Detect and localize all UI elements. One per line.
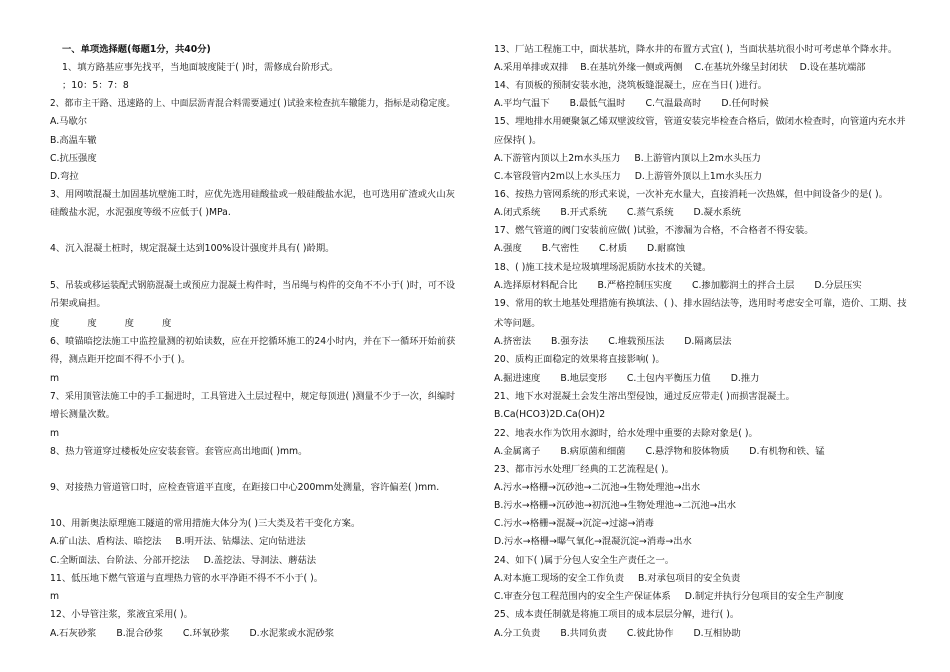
question-12: 12、小导管注浆，浆液宜采用( )。 [50,609,193,620]
option-d: D.任何时候 [721,98,769,109]
option-b: B.共同负责 [560,628,607,639]
option-b: B.对承包项目的安全负责 [638,573,741,584]
question-2-option-c: C.抗压强度 [50,153,97,164]
question-13-options [494,62,886,74]
option-a: A.分工负责 [494,628,541,639]
option-c: C.蒸气系统 [626,207,674,218]
option-b: B.强夯法 [551,336,589,347]
question-15-options-cd [494,171,782,183]
option-4: 度 [161,318,172,329]
question-6-unit: m [50,373,60,384]
option-b: B.上游管内顶以上2m水头压力 [634,153,761,164]
question-10-options-ab [50,536,326,548]
question-6-line-2: 得，测点距开挖面不得不小于( )。 [50,354,191,365]
option-b: B.在基坑外缘一侧或两侧 [580,62,683,73]
option-d: D.分层压实 [814,280,862,291]
question-6-line-1: 6、喷锚暗挖法施工中监控量测的初始读数，应在开挖循环施工的24小时内，并在下一循环开始前获 [50,336,456,347]
option-c: C.审查分包工程范围内的安全生产保证体系 [494,591,671,602]
question-18: 18、( )施工技术是垃圾填埋场泥质防水技术的关键。 [494,262,712,273]
question-23-option-a: A.污水→格栅→沉砂池→二沉池→生物处理池→出水 [494,482,701,493]
question-2-option-a: A.马歇尔 [50,116,88,127]
question-23-option-b: B.污水→格栅→沉砂池→初沉池→生物处理池→二沉池→出水 [494,500,737,511]
question-23-option-d: D.污水→格栅→曝气氧化→混凝沉淀→消毒→出水 [494,536,692,547]
option-b: B.气密性 [541,243,579,254]
option-d: D.上游管外顶以上1m水头压力 [634,171,763,182]
option-b: B.严格控制压实度 [597,280,672,291]
option-a: A.强度 [494,243,522,254]
question-15-line-1: 15、埋地排水用硬聚氯乙烯双壁波纹管，管道安装完毕检查合格后，做闭水检查时，向管道内充水并 [494,116,906,127]
question-21-options: B.Ca(HCO3)2D.Ca(OH)2 [494,409,606,420]
question-24: 24、如下( )属于分包人安全生产责任之一。 [494,555,675,566]
option-3: 度 [124,318,134,329]
option-c: C.本管段管内2m以上水头压力 [494,171,621,182]
question-21: 21、地下水对混凝土会发生溶出型侵蚀，通过反应带走( )而损害混凝土。 [494,391,795,402]
option-a: A.选择原材料配合比 [494,280,578,291]
question-5-options [50,318,191,330]
option-d: D.水泥浆或水泥砂浆 [249,628,335,639]
question-23-option-c: C.污水→格栅→混凝→沉淀→过滤→消毒 [494,518,654,529]
question-25: 25、成本责任制就是将施工项目的成本层层分解，进行( )。 [494,609,740,620]
question-23: 23、都市污水处理厂经典的工艺流程是( )。 [494,464,675,475]
option-2: 度 [87,318,97,329]
question-8: 8、热力管道穿过楼板处应安装套管。套管应高出地面( )mm。 [50,446,308,457]
question-19-line-1: 19、常用的软土地基处理措施有换填法、( )、排水固结法等，选用时考虑安全可靠，造价、工期、技 [494,298,907,309]
question-20-options [494,373,779,385]
question-12-options [50,628,354,640]
question-15-options-ab [494,153,781,165]
option-a: A.平均气温下 [494,98,550,109]
option-b: B.混合砂浆 [116,628,163,639]
question-13: 13、厂站工程施工中，面状基坑，降水井的布置方式宜( )，当面状基坑很小时可考虑单个降水井。 [494,44,898,55]
question-14: 14、有顶板的预制安装水池，浇筑板缝混凝土，应在当日( )进行。 [494,80,768,91]
option-a: A.掘进速度 [494,373,541,384]
question-24-options-cd [494,591,864,603]
option-a: A.挤密法 [494,336,532,347]
option-d: D.推力 [730,373,760,384]
option-d: D.凝水系统 [693,207,741,218]
question-22-options [494,446,845,458]
question-16: 16、按热力管网系统的形式来说，一次补充水量大，直接消耗一次热媒，但中间设备少的是( )。 [494,189,888,200]
question-11: 11、低压地下燃气管道与直埋热力管的水平净距不得不不小于( )。 [50,573,324,584]
question-9: 9、对接热力管道管口时，应检查管道平直度，在距接口中心200mm处测量，容许偏差( )mm. [50,482,440,493]
question-3-line-2: 硅酸盐水泥，水泥强度等级不应低于( )MPa. [50,207,231,218]
question-22: 22、地表水作为饮用水源时，给水处理中重要的去除对象是( )。 [494,428,758,439]
option-b: B.病原菌和细菌 [560,446,626,457]
option-d: D.隔离层法 [684,336,732,347]
option-d: D.制定并执行分包项目的安全生产制度 [684,591,844,602]
question-10-options-cd [50,555,336,567]
option-c: C.材质 [598,243,628,254]
option-a: A.对本施工现场的安全工作负责 [494,573,625,584]
option-c: C.在基坑外缘呈封闭状 [694,62,788,73]
option-c: C.环氧砂浆 [182,628,230,639]
question-14-options [494,98,789,110]
option-b: B.明开法、钻爆法、定向钻进法 [175,536,306,547]
question-2-option-b: B.高温车辙 [50,135,97,146]
question-25-options [494,628,761,640]
question-7-line-2: 增长测量次数。 [50,409,116,420]
question-15-line-2: 应保持( )。 [494,135,542,146]
question-19-line-2: 术等问题。 [494,318,541,329]
option-c: C.悬浮物和胶体物质 [645,446,730,457]
question-19-options [494,336,752,348]
option-b: B.开式系统 [560,207,607,218]
question-2: 2、都市主干路、迅速路的上、中面层沥青混合料需要通过( )试验来检查抗车辙能力，指标是动稳定度。 [50,98,456,109]
option-d: D.盖挖法、导洞法、蘑菇法 [203,555,316,566]
question-2-option-d: D.弯拉 [50,171,79,182]
question-17-options [494,243,705,255]
question-3-line-1: 3、用网喷混凝土加固基坑壁施工时，应优先选用硅酸盐或一般硅酸盐水泥，也可选用矿渣或火山灰 [50,189,455,200]
option-d: D.互相协助 [693,628,741,639]
option-a: A.采用单排或双排 [494,62,569,73]
question-5-line-2: 吊架或扁担。 [50,298,106,309]
question-1-options: ；10：5：7：8 [62,80,129,91]
option-c: C.全断面法、台阶法、分部开挖法 [50,555,190,566]
option-a: A.下游管内顶以上2m水头压力 [494,153,621,164]
question-24-options-ab [494,573,760,585]
option-c: C.彼此协作 [626,628,674,639]
option-c: C.堆载预压法 [608,336,665,347]
option-c: C.土包内平衡压力值 [626,373,711,384]
option-a: A.矿山法、盾构法、暗挖法 [50,536,162,547]
option-d: D.耐腐蚀 [647,243,686,254]
question-17: 17、燃气管道的阀门安装前应做( )试验，不渗漏为合格，不合格者不得安装。 [494,225,814,236]
option-b: B.地层变形 [560,373,607,384]
option-1: 度 [50,318,60,329]
section-title: 一、单项选择题(每题1分，共40分) [62,44,211,55]
option-a: A.金属离子 [494,446,541,457]
question-11-unit: m [50,591,60,602]
option-d: D.有机物和铁、锰 [749,446,825,457]
option-c: C.掺加膨润土的拌合土层 [691,280,795,291]
question-7-line-1: 7、采用顶管法施工中的手工掘进时，工具管进入土层过程中，规定每顶进( )测量不少于一次，纠编时 [50,391,456,402]
question-1: 1、填方路基应事先找平，当地面坡度陡于( )时，需修成台阶形式。 [62,62,339,73]
option-c: C.气温最高时 [645,98,702,109]
question-7-unit: m [50,428,60,439]
option-b: B.最低气温时 [569,98,626,109]
question-4: 4、沉入混凝土桩时，规定混凝土达到100%设计强度并具有( )龄期。 [50,243,335,254]
question-16-options [494,207,761,219]
question-20: 20、质构正面稳定的效果将直接影响( )。 [494,354,665,365]
question-10: 10、用新奥法原理施工隧道的常用措施大体分为( )三大类及若干变化方案。 [50,518,361,529]
option-a: A.闭式系统 [494,207,541,218]
option-a: A.石灰砂浆 [50,628,97,639]
option-d: D.设在基坑端部 [799,62,866,73]
question-18-options [494,280,882,292]
question-5-line-1: 5、吊装或移运装配式钢筋混凝土或预应力混凝土构件时，当吊绳与构件的交角不不小于( )时，可不设 [50,280,456,291]
